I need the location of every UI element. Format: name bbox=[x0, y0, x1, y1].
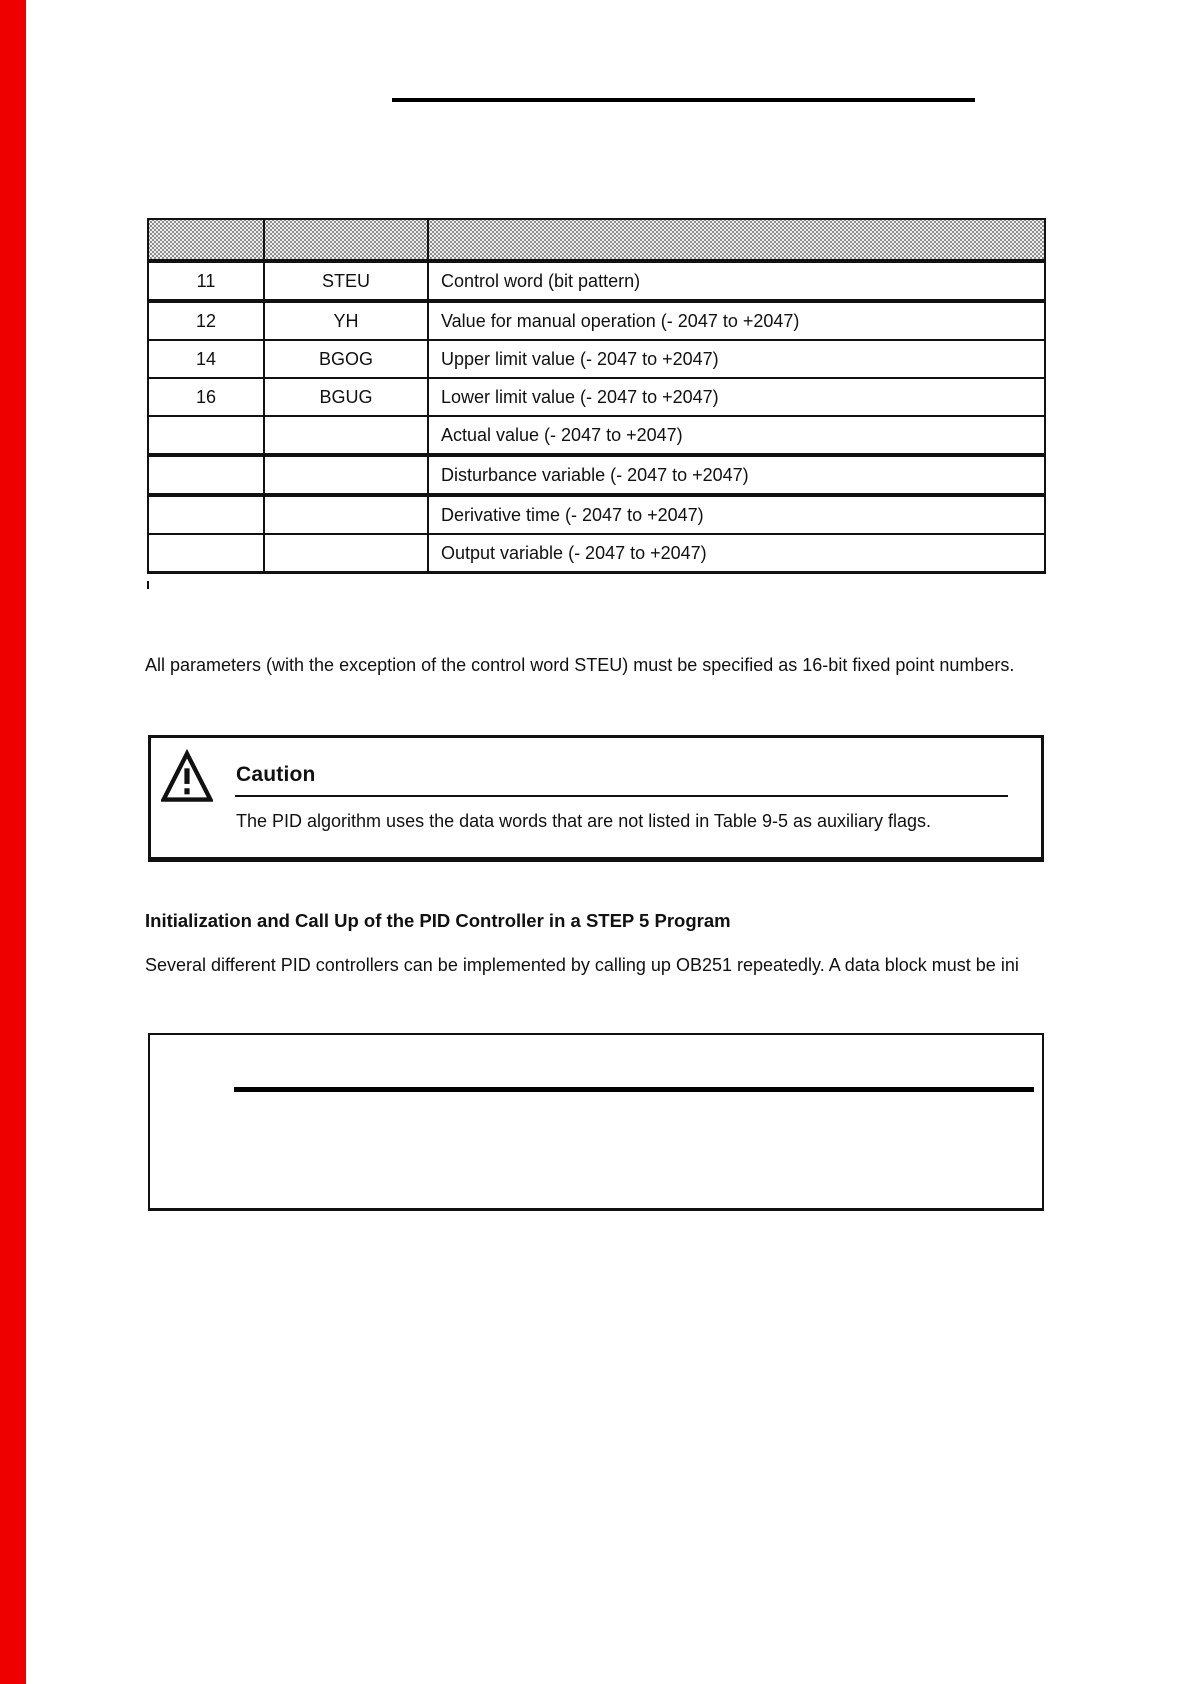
table-header-cell-parameter bbox=[264, 219, 428, 261]
table-row bbox=[148, 261, 1045, 301]
cell-parameter: YH bbox=[264, 301, 428, 340]
table-header-cell-description bbox=[428, 219, 1045, 261]
cell-data-word: 14 bbox=[148, 340, 264, 378]
header-rule bbox=[392, 98, 975, 102]
cell-data-word: 12 bbox=[148, 301, 264, 340]
table-header-cell-data-word bbox=[148, 219, 264, 261]
cell-data-word: 16 bbox=[148, 378, 264, 416]
cell-description: Value for manual operation (- 2047 to +2047) bbox=[428, 301, 1045, 340]
table-row bbox=[148, 416, 1045, 455]
cell-parameter bbox=[264, 495, 428, 534]
table-row bbox=[148, 455, 1045, 495]
table-row bbox=[148, 495, 1045, 534]
cell-description: Disturbance variable (- 2047 to +2047) bbox=[428, 455, 1045, 495]
cell-parameter bbox=[264, 534, 428, 573]
cell-parameter bbox=[264, 455, 428, 495]
caution-body-text: The PID algorithm uses the data words that are not listed in Table 9-5 as auxiliary flags. bbox=[236, 811, 932, 831]
note-box-rule bbox=[234, 1087, 1034, 1092]
page-edge-red-stripe bbox=[0, 0, 26, 1684]
table-row bbox=[148, 301, 1045, 340]
cell-parameter: STEU bbox=[264, 261, 428, 301]
cell-description: Output variable (- 2047 to +2047) bbox=[428, 534, 1045, 573]
cell-data-word bbox=[148, 455, 264, 495]
caution-title: Caution bbox=[236, 763, 316, 786]
cell-data-word bbox=[148, 495, 264, 534]
cell-description: Lower limit value (- 2047 to +2047) bbox=[428, 378, 1045, 416]
table-row bbox=[148, 340, 1045, 378]
cell-description: Actual value (- 2047 to +2047) bbox=[428, 416, 1045, 455]
caution-title-underline bbox=[235, 795, 1008, 797]
parameter-table bbox=[147, 218, 1046, 574]
table-header-row bbox=[148, 219, 1045, 261]
table-row bbox=[148, 378, 1045, 416]
paragraph-parameters-note: All parameters (with the exception of the control word STEU) must be specified as 16-bit fixed point numbers. bbox=[145, 655, 1015, 675]
cell-data-word bbox=[148, 416, 264, 455]
empty-note-box bbox=[148, 1033, 1044, 1211]
cell-parameter: BGUG bbox=[264, 378, 428, 416]
warning-triangle-icon bbox=[161, 749, 213, 805]
section-heading: Initialization and Call Up of the PID Controller in a STEP 5 Program bbox=[145, 910, 731, 931]
table-border-tail bbox=[147, 581, 149, 589]
cell-description: Control word (bit pattern) bbox=[428, 261, 1045, 301]
cell-data-word bbox=[148, 534, 264, 573]
cell-data-word: 11 bbox=[148, 261, 264, 301]
table-row bbox=[148, 534, 1045, 573]
cell-parameter bbox=[264, 416, 428, 455]
caution-box bbox=[148, 735, 1044, 862]
cell-description: Derivative time (- 2047 to +2047) bbox=[428, 495, 1045, 534]
cell-description: Upper limit value (- 2047 to +2047) bbox=[428, 340, 1045, 378]
paragraph-initialization: Several different PID controllers can be implemented by calling up OB251 repeatedly. A data block must be ini bbox=[145, 955, 1019, 975]
cell-parameter: BGOG bbox=[264, 340, 428, 378]
